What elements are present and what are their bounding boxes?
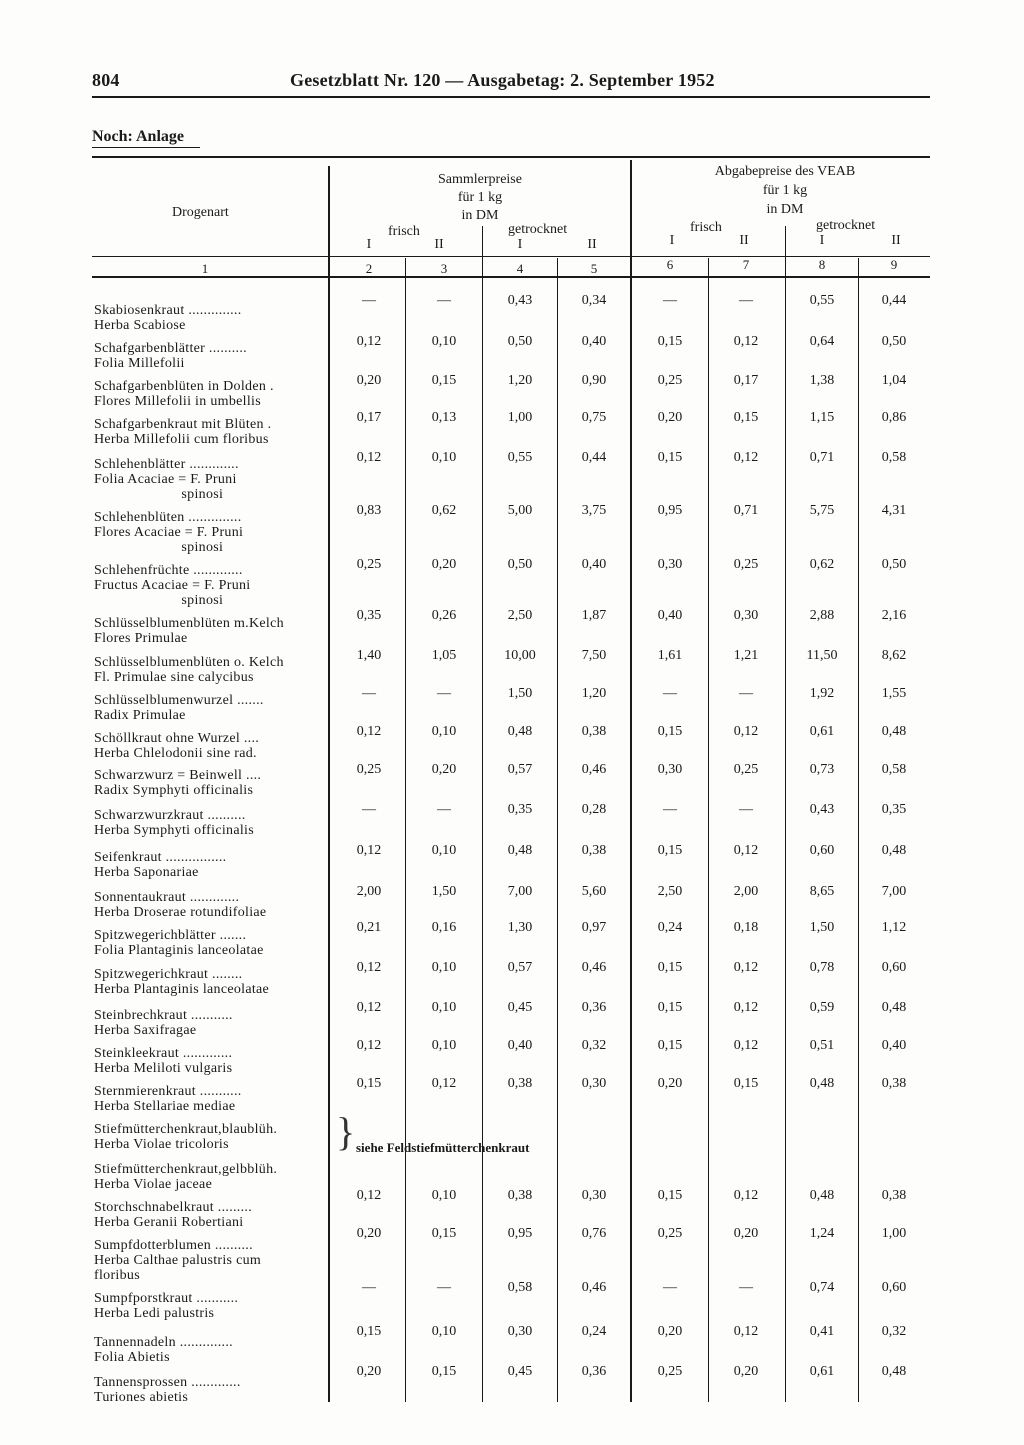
price-cell: 0,12 xyxy=(431,1076,457,1091)
price-cell: 0,20 xyxy=(657,1324,683,1339)
group2-getrocknet: getrocknet xyxy=(816,218,876,233)
price-cell: 0,20 xyxy=(733,1226,759,1241)
drug-name: Schlüsselblumenwurzel ....... Radix Primulae xyxy=(94,693,264,723)
price-cell: 0,61 xyxy=(809,724,835,739)
grade-label: I xyxy=(366,237,372,252)
price-cell: 0,20 xyxy=(431,557,457,572)
price-cell: 0,17 xyxy=(356,410,382,425)
price-cell: 0,15 xyxy=(356,1076,382,1091)
price-cell: — xyxy=(663,686,677,701)
price-cell: 0,62 xyxy=(809,557,835,572)
column-divider-3 xyxy=(482,226,483,1402)
price-cell: 1,50 xyxy=(809,920,835,935)
price-cell: 0,25 xyxy=(356,557,382,572)
price-cell: — xyxy=(362,293,376,308)
price-cell: 1,00 xyxy=(881,1226,907,1241)
price-cell: 0,40 xyxy=(881,1038,907,1053)
price-cell: 0,74 xyxy=(809,1280,835,1295)
price-cell: 0,34 xyxy=(581,293,607,308)
column-divider-7 xyxy=(785,226,786,1402)
price-cell: 0,73 xyxy=(809,762,835,777)
price-cell: 8,62 xyxy=(881,648,907,663)
price-cell: 0,57 xyxy=(507,960,533,975)
price-cell: 1,61 xyxy=(657,648,683,663)
grade-label: II xyxy=(434,237,444,252)
price-cell: 0,58 xyxy=(507,1280,533,1295)
price-cell: 0,26 xyxy=(431,608,457,623)
drug-name: Schafgarbenblätter .......... Folia Millefolii xyxy=(94,341,247,371)
column-number: 8 xyxy=(818,257,826,272)
group1-getrocknet: getrocknet xyxy=(508,222,568,237)
price-cell: 0,25 xyxy=(733,557,759,572)
grade-label: I xyxy=(669,233,675,248)
violet-crossref-note: siehe Feldstiefmütterchenkraut xyxy=(356,1140,530,1155)
price-cell: 0,35 xyxy=(881,802,907,817)
price-cell: 0,15 xyxy=(733,410,759,425)
price-cell: 0,12 xyxy=(733,843,759,858)
price-cell: 1,50 xyxy=(507,686,533,701)
price-cell: 0,40 xyxy=(581,334,607,349)
price-cell: 0,71 xyxy=(809,450,835,465)
price-cell: 0,15 xyxy=(657,843,683,858)
price-cell: 0,60 xyxy=(881,960,907,975)
page-number: 804 xyxy=(92,70,120,90)
price-cell: 0,45 xyxy=(507,1364,533,1379)
header-rule xyxy=(92,96,930,98)
price-cell: — xyxy=(437,802,451,817)
drug-name: Schwarzwurz = Beinwell .... Radix Symphyti officinalis xyxy=(94,768,262,798)
column-number: 3 xyxy=(440,261,448,276)
price-cell: — xyxy=(663,293,677,308)
drug-name: Tannennadeln .............. Folia Abietis xyxy=(94,1335,233,1365)
price-cell: 2,50 xyxy=(657,884,683,899)
drug-name: Schöllkraut ohne Wurzel .... Herba Chlelodonii sine rad. xyxy=(94,731,260,761)
column-divider-2 xyxy=(405,258,406,1402)
price-cell: 11,50 xyxy=(806,648,838,663)
price-cell: 0,59 xyxy=(809,1000,835,1015)
price-cell: 0,46 xyxy=(581,1280,607,1295)
price-cell: 0,15 xyxy=(657,960,683,975)
price-cell: 0,71 xyxy=(733,503,759,518)
price-cell: 1,21 xyxy=(733,648,759,663)
price-cell: 0,38 xyxy=(507,1188,533,1203)
price-cell: 0,15 xyxy=(431,373,457,388)
drug-name: Seifenkraut ................ Herba Saponariae xyxy=(94,850,227,880)
table-top-rule xyxy=(92,156,930,158)
price-cell: 7,00 xyxy=(881,884,907,899)
price-cell: 0,28 xyxy=(581,802,607,817)
price-cell: 0,15 xyxy=(657,450,683,465)
price-cell: 0,18 xyxy=(733,920,759,935)
price-cell: 2,16 xyxy=(881,608,907,623)
price-cell: 0,16 xyxy=(431,920,457,935)
price-cell: 0,12 xyxy=(356,1038,382,1053)
drug-name: Schlehenblüten .............. Flores Acaciae = F. Pruni spinosi xyxy=(94,510,244,555)
price-cell: 0,30 xyxy=(733,608,759,623)
grade-label: I xyxy=(517,237,523,252)
group-divider xyxy=(630,160,632,1402)
price-cell: 0,61 xyxy=(809,1364,835,1379)
price-cell: 0,10 xyxy=(431,960,457,975)
price-cell: 0,50 xyxy=(881,557,907,572)
group2-frisch: frisch xyxy=(690,220,722,235)
price-cell: 0,15 xyxy=(657,1038,683,1053)
price-cell: 0,12 xyxy=(733,450,759,465)
grade-label: II xyxy=(587,237,597,252)
price-cell: 1,55 xyxy=(881,686,907,701)
price-cell: 0,30 xyxy=(657,557,683,572)
page-title: Gesetzblatt Nr. 120 — Ausgabetag: 2. September 1952 xyxy=(290,70,715,90)
drug-name: Schlüsselblumenblüten o. Kelch Fl. Primulae sine calycibus xyxy=(94,655,284,685)
price-cell: 0,30 xyxy=(657,762,683,777)
drug-name: Skabiosenkraut .............. Herba Scabiose xyxy=(94,303,242,333)
price-cell: 2,50 xyxy=(507,608,533,623)
grade-label: I xyxy=(819,233,825,248)
drug-name: Sonnentaukraut ............. Herba Droserae rotundifoliae xyxy=(94,890,267,920)
drug-name: Spitzwegerichblätter ....... Folia Plantaginis lanceolatae xyxy=(94,928,264,958)
drug-name: Schafgarbenkraut mit Blüten . Herba Millefolii cum floribus xyxy=(94,417,272,447)
price-cell: — xyxy=(437,1280,451,1295)
price-cell: — xyxy=(739,802,753,817)
price-cell: 0,32 xyxy=(581,1038,607,1053)
price-cell: — xyxy=(362,686,376,701)
price-cell: 0,50 xyxy=(881,334,907,349)
drug-name: Tannensprossen ............. Turiones abietis xyxy=(94,1375,241,1405)
price-cell: 0,12 xyxy=(733,1000,759,1015)
column-number: 5 xyxy=(590,261,598,276)
price-cell: 0,78 xyxy=(809,960,835,975)
column-divider-4 xyxy=(557,258,558,1402)
group1-frisch: frisch xyxy=(388,224,420,239)
price-cell: 0,12 xyxy=(356,334,382,349)
price-cell: 0,10 xyxy=(431,724,457,739)
price-cell: 0,48 xyxy=(507,724,533,739)
price-cell: 0,12 xyxy=(733,960,759,975)
price-cell: 1,00 xyxy=(507,410,533,425)
price-cell: 0,10 xyxy=(431,334,457,349)
price-cell: 0,44 xyxy=(881,293,907,308)
price-cell: 0,12 xyxy=(356,1000,382,1015)
price-cell: 5,60 xyxy=(581,884,607,899)
price-cell: 1,87 xyxy=(581,608,607,623)
price-cell: 0,12 xyxy=(356,960,382,975)
price-cell: 0,20 xyxy=(657,1076,683,1091)
price-cell: 0,30 xyxy=(581,1188,607,1203)
price-cell: 1,24 xyxy=(809,1226,835,1241)
drug-name: Stiefmütterchenkraut,blaublüh. Herba Violae tricoloris xyxy=(94,1122,278,1152)
price-cell: 0,62 xyxy=(431,503,457,518)
price-cell: 0,10 xyxy=(431,1324,457,1339)
price-cell: 0,12 xyxy=(733,1324,759,1339)
column-number: 7 xyxy=(742,257,750,272)
price-cell: 1,04 xyxy=(881,373,907,388)
price-cell: 7,50 xyxy=(581,648,607,663)
price-cell: 0,20 xyxy=(733,1364,759,1379)
price-cell: 1,40 xyxy=(356,648,382,663)
drug-name: Sumpfporstkraut ........... Herba Ledi palustris xyxy=(94,1291,239,1321)
price-cell: 0,20 xyxy=(356,373,382,388)
price-cell: 0,76 xyxy=(581,1226,607,1241)
price-cell: 0,51 xyxy=(809,1038,835,1053)
price-cell: 1,20 xyxy=(581,686,607,701)
price-cell: 1,92 xyxy=(809,686,835,701)
price-cell: 0,25 xyxy=(657,373,683,388)
price-cell: 0,64 xyxy=(809,334,835,349)
price-cell: 0,58 xyxy=(881,450,907,465)
price-cell: 0,15 xyxy=(431,1364,457,1379)
drug-name: Storchschnabelkraut ......... Herba Geranii Robertiani xyxy=(94,1200,252,1230)
price-cell: — xyxy=(362,1280,376,1295)
price-cell: 0,12 xyxy=(356,1188,382,1203)
price-cell: 0,15 xyxy=(356,1324,382,1339)
price-cell: 0,10 xyxy=(431,843,457,858)
price-cell: 10,00 xyxy=(504,648,536,663)
price-cell: 0,38 xyxy=(507,1076,533,1091)
brace-symbol: } xyxy=(336,1109,356,1154)
price-cell: 0,36 xyxy=(581,1000,607,1015)
price-cell: 1,30 xyxy=(507,920,533,935)
price-cell: 0,17 xyxy=(733,373,759,388)
price-cell: 0,86 xyxy=(881,410,907,425)
price-cell: 0,48 xyxy=(881,1364,907,1379)
price-cell: 7,00 xyxy=(507,884,533,899)
price-cell: 0,48 xyxy=(809,1076,835,1091)
price-cell: 0,95 xyxy=(657,503,683,518)
price-cell: 0,12 xyxy=(733,1038,759,1053)
price-cell: 0,12 xyxy=(733,1188,759,1203)
group2-title-line1: Abgabepreise des VEAB xyxy=(714,164,856,179)
price-cell: 1,38 xyxy=(809,373,835,388)
drug-name: Sternmierenkraut ........... Herba Stellariae mediae xyxy=(94,1084,242,1114)
price-cell: 8,65 xyxy=(809,884,835,899)
price-cell: 0,36 xyxy=(581,1364,607,1379)
price-cell: 0,48 xyxy=(809,1188,835,1203)
price-cell: 0,10 xyxy=(431,450,457,465)
price-cell: 0,24 xyxy=(581,1324,607,1339)
col-header-drogenart: Drogenart xyxy=(172,205,229,220)
price-cell: 1,12 xyxy=(881,920,907,935)
price-cell: — xyxy=(739,686,753,701)
price-cell: 0,13 xyxy=(431,410,457,425)
price-cell: — xyxy=(739,293,753,308)
price-cell: 0,50 xyxy=(507,557,533,572)
price-cell: 5,75 xyxy=(809,503,835,518)
section-label-underline xyxy=(92,147,200,148)
column-divider-1 xyxy=(328,166,330,1402)
price-cell: 0,20 xyxy=(356,1226,382,1241)
price-cell: 0,10 xyxy=(431,1038,457,1053)
price-cell: 0,12 xyxy=(356,843,382,858)
price-cell: 0,46 xyxy=(581,762,607,777)
price-cell: 0,35 xyxy=(356,608,382,623)
column-number: 9 xyxy=(890,257,898,272)
price-cell: 0,12 xyxy=(733,724,759,739)
price-cell: 0,32 xyxy=(881,1324,907,1339)
price-cell: — xyxy=(362,802,376,817)
price-cell: — xyxy=(663,1280,677,1295)
price-cell: 1,05 xyxy=(431,648,457,663)
price-cell: 0,25 xyxy=(733,762,759,777)
price-cell: 0,41 xyxy=(809,1324,835,1339)
price-cell: 1,50 xyxy=(431,884,457,899)
price-cell: — xyxy=(437,293,451,308)
drug-name: Spitzwegerichkraut ........ Herba Plantaginis lanceolatae xyxy=(94,967,270,997)
price-cell: 0,95 xyxy=(507,1226,533,1241)
price-cell: 0,25 xyxy=(356,762,382,777)
price-cell: 0,83 xyxy=(356,503,382,518)
price-cell: 0,15 xyxy=(657,724,683,739)
group1-title-line2: für 1 kg xyxy=(457,190,503,205)
price-cell: 0,15 xyxy=(657,334,683,349)
column-number: 6 xyxy=(666,257,674,272)
price-cell: 0,48 xyxy=(881,724,907,739)
price-cell: 0,15 xyxy=(657,1000,683,1015)
price-cell: 1,20 xyxy=(507,373,533,388)
price-cell: 0,12 xyxy=(356,450,382,465)
price-cell: 0,38 xyxy=(581,843,607,858)
price-cell: 0,38 xyxy=(881,1188,907,1203)
price-cell: 0,90 xyxy=(581,373,607,388)
price-cell: 0,35 xyxy=(507,802,533,817)
price-cell: 0,30 xyxy=(507,1324,533,1339)
drug-name: Sumpfdotterblumen .......... Herba Calthae palustris cum floribus xyxy=(94,1238,262,1283)
drug-name: Steinkleekraut ............. Herba Meliloti vulgaris xyxy=(94,1046,233,1076)
price-cell: 1,15 xyxy=(809,410,835,425)
price-cell: 0,24 xyxy=(657,920,683,935)
group1-title-line3: in DM xyxy=(461,208,499,223)
price-cell: 0,57 xyxy=(507,762,533,777)
grade-label: II xyxy=(739,233,749,248)
drug-name: Schlüsselblumenblüten m.Kelch Flores Primulae xyxy=(94,616,284,646)
price-cell: 0,43 xyxy=(809,802,835,817)
price-cell: 0,75 xyxy=(581,410,607,425)
price-cell: 0,97 xyxy=(581,920,607,935)
price-cell: 0,20 xyxy=(431,762,457,777)
price-cell: 0,15 xyxy=(657,1188,683,1203)
price-cell: 0,38 xyxy=(881,1076,907,1091)
price-cell: 0,48 xyxy=(881,843,907,858)
price-cell: 2,00 xyxy=(356,884,382,899)
price-cell: 0,20 xyxy=(356,1364,382,1379)
price-cell: 0,40 xyxy=(657,608,683,623)
price-cell: — xyxy=(739,1280,753,1295)
price-cell: — xyxy=(663,802,677,817)
price-cell: 0,15 xyxy=(733,1076,759,1091)
price-cell: 0,60 xyxy=(809,843,835,858)
column-number: 4 xyxy=(516,261,524,276)
price-cell: 0,15 xyxy=(431,1226,457,1241)
price-cell: 0,40 xyxy=(507,1038,533,1053)
price-cell: 0,46 xyxy=(581,960,607,975)
price-cell: 0,50 xyxy=(507,334,533,349)
price-cell: 5,00 xyxy=(507,503,533,518)
price-cell: 4,31 xyxy=(881,503,907,518)
column-divider-6 xyxy=(708,258,709,1402)
price-cell: 2,88 xyxy=(809,608,835,623)
group1-title-line1: Sammlerpreise xyxy=(438,172,522,187)
price-cell: 0,38 xyxy=(581,724,607,739)
price-cell: 0,55 xyxy=(507,450,533,465)
price-cell: 0,44 xyxy=(581,450,607,465)
group2-title-line3: in DM xyxy=(766,202,804,217)
price-cell: 0,45 xyxy=(507,1000,533,1015)
price-cell: 0,25 xyxy=(657,1364,683,1379)
price-cell: 3,75 xyxy=(581,503,607,518)
price-cell: 0,10 xyxy=(431,1188,457,1203)
column-number: 1 xyxy=(201,261,209,276)
price-cell: 0,21 xyxy=(356,920,382,935)
price-cell: 0,55 xyxy=(809,293,835,308)
grade-label: II xyxy=(891,233,901,248)
price-cell: 0,40 xyxy=(581,557,607,572)
drug-name: Schwarzwurzkraut .......... Herba Symphyti officinalis xyxy=(94,808,254,838)
price-cell: 0,25 xyxy=(657,1226,683,1241)
drug-name: Stiefmütterchenkraut,gelbblüh. Herba Violae jaceae xyxy=(94,1162,278,1192)
price-cell: — xyxy=(437,686,451,701)
column-number: 2 xyxy=(365,261,373,276)
drug-name: Steinbrechkraut ........... Herba Saxifragae xyxy=(94,1008,233,1038)
price-cell: 0,43 xyxy=(507,293,533,308)
drug-name: Schafgarbenblüten in Dolden . Flores Millefolii in umbellis xyxy=(94,379,274,409)
section-label: Noch: Anlage xyxy=(92,128,184,145)
column-number-rule xyxy=(92,276,930,278)
price-cell: 0,48 xyxy=(507,843,533,858)
price-cell: 0,58 xyxy=(881,762,907,777)
price-cell: 0,12 xyxy=(356,724,382,739)
drug-name: Schlehenfrüchte ............. Fructus Acaciae = F. Pruni spinosi xyxy=(94,563,251,608)
price-cell: 0,60 xyxy=(881,1280,907,1295)
group2-title-line2: für 1 kg xyxy=(762,183,808,198)
price-cell: 0,20 xyxy=(657,410,683,425)
drug-name: Schlehenblätter ............. Folia Acaciae = F. Pruni spinosi xyxy=(94,457,239,502)
price-cell: 0,48 xyxy=(881,1000,907,1015)
price-cell: 0,10 xyxy=(431,1000,457,1015)
price-cell: 2,00 xyxy=(733,884,759,899)
price-cell: 0,30 xyxy=(581,1076,607,1091)
price-cell: 0,12 xyxy=(733,334,759,349)
